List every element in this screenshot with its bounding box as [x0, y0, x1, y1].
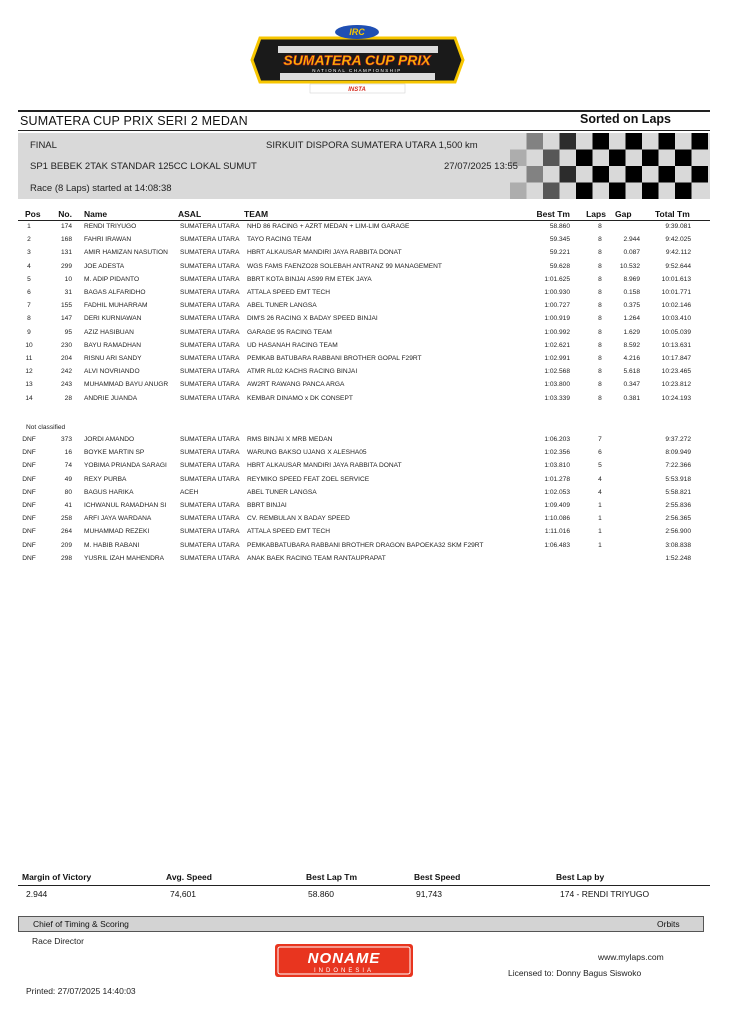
- pos-cell: DNF: [22, 515, 36, 523]
- origin-cell: SUMATERA UTARA: [180, 368, 240, 376]
- result-row: [18, 261, 710, 274]
- laps-cell: 5: [598, 462, 602, 470]
- gap-cell: 1.629: [623, 328, 640, 336]
- session-label: FINAL: [30, 140, 57, 151]
- best-time-cell: 1:10.086: [544, 515, 570, 523]
- rider-name-cell: M. HABIB RABANI: [84, 541, 140, 549]
- total-time-cell: 9:39.081: [665, 223, 691, 230]
- total-time-cell: 1:52.248: [665, 554, 691, 562]
- result-row: [18, 393, 710, 406]
- rider-name-cell: JOE ADESTA: [84, 262, 125, 270]
- rider-name-cell: AZIZ HASIBUAN: [84, 328, 134, 336]
- best-time-cell: 1:02.568: [544, 368, 570, 376]
- rider-name-cell: ICHWANUL RAMADHAN SI: [84, 502, 167, 509]
- category-label: SP1 BEBEK 2TAK STANDAR 125CC LOKAL SUMUT: [30, 161, 257, 172]
- rider-name-cell: AMIR HAMIZAN NASUTION: [84, 249, 168, 257]
- rider-name-cell: FADHIL MUHARRAM: [84, 302, 148, 310]
- result-row: [18, 247, 710, 260]
- team-cell: WARUNG BAKSO UJANG X ALESHA05: [247, 449, 367, 457]
- origin-cell: SUMATERA UTARA: [180, 449, 240, 457]
- summary-values: [18, 889, 710, 901]
- rider-name-cell: JORDI AMANDO: [84, 436, 135, 443]
- team-cell: ANAK BAEK RACING TEAM RANTAUPRAPAT: [247, 554, 386, 562]
- total-time-cell: 10:01.771: [661, 289, 691, 296]
- origin-cell: SUMATERA UTARA: [180, 275, 240, 283]
- result-row: [18, 447, 710, 460]
- laps-cell: 4: [598, 488, 602, 496]
- gap-cell: 0.381: [623, 394, 640, 402]
- team-cell: GARAGE 95 RACING TEAM: [247, 328, 332, 336]
- rider-name-cell: ANDRIE JUANDA: [84, 394, 138, 402]
- team-cell: WGS FAMS FAENZO28 SOLEBAH ANTRANZ 99 MANAGEMENT: [247, 262, 442, 270]
- result-row: [18, 287, 710, 300]
- total-time-cell: 9:52.644: [665, 262, 691, 270]
- gap-cell: 8.592: [623, 341, 640, 349]
- number-cell: 49: [64, 475, 72, 483]
- gap-cell: 4.216: [623, 355, 640, 362]
- rider-name-cell: BAGUS HARIKA: [84, 488, 134, 496]
- laps-cell: 8: [598, 262, 602, 270]
- best-time-cell: 1:00.919: [544, 315, 570, 323]
- pos-cell: 5: [27, 275, 31, 283]
- team-cell: UD HASANAH RACING TEAM: [247, 341, 338, 349]
- number-cell: 209: [60, 541, 72, 549]
- mylaps-link[interactable]: www.mylaps.com: [598, 952, 664, 962]
- origin-cell: SUMATERA UTARA: [180, 328, 240, 336]
- team-cell: HBRT ALKAUSAR MANDIRI JAYA RABBITA DONAT: [247, 462, 402, 470]
- number-cell: 174: [60, 223, 72, 230]
- summary-rule: [18, 885, 710, 886]
- result-row: [18, 340, 710, 353]
- team-cell: CV. REMBULAN X BADAY SPEED: [247, 515, 350, 523]
- origin-cell: SUMATERA UTARA: [180, 289, 240, 296]
- chief-of-timing: Chief of Timing & Scoring: [33, 919, 129, 929]
- laps-cell: 8: [598, 355, 602, 362]
- best-time-cell: 1:02.621: [544, 341, 570, 349]
- total-time-cell: 9:42.112: [665, 249, 691, 257]
- orbits-label: Orbits: [657, 919, 680, 929]
- result-row: [18, 274, 710, 287]
- laps-cell: 7: [598, 436, 602, 443]
- pos-cell: DNF: [22, 502, 36, 509]
- pos-cell: 10: [25, 341, 33, 349]
- margin-label: Margin of Victory: [22, 872, 92, 882]
- origin-cell: SUMATERA UTARA: [180, 262, 240, 270]
- svg-text:INDONESIA: INDONESIA: [313, 968, 375, 974]
- rider-name-cell: MUHAMMAD REZEKI: [84, 528, 150, 536]
- laps-cell: 8: [598, 341, 602, 349]
- rider-name-cell: RENDI TRIYUGO: [84, 223, 137, 230]
- results-header: [18, 207, 710, 221]
- rider-name-cell: DERI KURNIAWAN: [84, 315, 142, 323]
- col-best: Best Tm: [536, 209, 570, 219]
- result-row: [18, 526, 710, 539]
- origin-cell: SUMATERA UTARA: [180, 249, 240, 257]
- gap-cell: 2.944: [623, 236, 640, 244]
- total-time-cell: 10:05.039: [661, 328, 691, 336]
- checkered-flag: [510, 133, 710, 199]
- team-cell: DIM'S 26 RACING X BADAY SPEED BINJAI: [247, 315, 378, 323]
- result-row: [18, 434, 710, 447]
- noname-logo: [275, 944, 413, 977]
- result-row: [18, 500, 710, 513]
- origin-cell: SUMATERA UTARA: [180, 528, 240, 536]
- laps-cell: 1: [598, 502, 602, 509]
- gap-cell: 10.532: [619, 262, 640, 270]
- gap-cell: 1.264: [623, 315, 640, 323]
- event-logo: [250, 24, 465, 96]
- origin-cell: SUMATERA UTARA: [180, 502, 240, 509]
- team-cell: TAYO RACING TEAM: [247, 236, 312, 244]
- team-cell: ATTALA SPEED EMT TECH: [247, 528, 331, 536]
- session-datetime: 27/07/2025 13:55: [444, 161, 518, 172]
- col-name: Name: [84, 209, 108, 219]
- race-start-label: Race (8 Laps) started at 14:08:38: [30, 183, 172, 194]
- origin-cell: SUMATERA UTARA: [180, 315, 240, 323]
- team-cell: NHD 86 RACING + AZRT MEDAN + LIM-LIM GARAGE: [247, 223, 410, 230]
- col-total: Total Tm: [655, 209, 690, 219]
- total-time-cell: 10:02.146: [661, 302, 691, 310]
- total-time-cell: 8:09.949: [665, 449, 691, 457]
- total-time-cell: 10:03.410: [661, 315, 691, 323]
- gap-cell: 0.087: [623, 249, 640, 257]
- result-row: [18, 313, 710, 326]
- team-cell: ABEL TUNER LANGSA: [247, 488, 317, 496]
- origin-cell: SUMATERA UTARA: [180, 236, 240, 244]
- number-cell: 80: [64, 488, 72, 496]
- laps-cell: 8: [598, 381, 602, 389]
- best-time-cell: 59.221: [549, 249, 570, 257]
- team-cell: BBRT KOTA BINJAI AS99 RM ETEK JAYA: [247, 275, 372, 283]
- number-cell: 131: [60, 249, 72, 257]
- laps-cell: 8: [598, 394, 602, 402]
- total-time-cell: 10:13.631: [661, 341, 691, 349]
- total-time-cell: 5:53.918: [665, 475, 691, 483]
- laps-cell: 8: [598, 249, 602, 257]
- best-time-cell: 1:02.991: [544, 355, 570, 362]
- rider-name-cell: RISNU ARI SANDY: [84, 355, 142, 362]
- gap-cell: 0.158: [623, 289, 640, 296]
- number-cell: 10: [64, 275, 72, 283]
- svg-text:SUMATERA CUP PRIX: SUMATERA CUP PRIX: [283, 52, 431, 68]
- number-cell: 373: [60, 436, 72, 443]
- result-row: [18, 234, 710, 247]
- laps-cell: 1: [598, 541, 602, 549]
- sort-label: Sorted on Laps: [580, 112, 671, 126]
- best-time-cell: 59.628: [549, 262, 570, 270]
- origin-cell: SUMATERA UTARA: [180, 341, 240, 349]
- laps-cell: 8: [598, 315, 602, 323]
- avg-speed-value: 74,601: [170, 889, 196, 899]
- result-row: [18, 366, 710, 379]
- col-pos: Pos: [25, 209, 41, 219]
- pos-cell: 2: [27, 236, 31, 244]
- session-info-box: [18, 133, 710, 199]
- result-row: [18, 379, 710, 392]
- number-cell: 264: [60, 528, 72, 536]
- laps-cell: 8: [598, 368, 602, 376]
- result-row: [18, 487, 710, 500]
- total-time-cell: 2:55.836: [665, 502, 691, 509]
- result-row: [18, 221, 710, 234]
- pos-cell: DNF: [22, 462, 36, 470]
- laps-cell: 1: [598, 515, 602, 523]
- best-speed-value: 91,743: [416, 889, 442, 899]
- laps-cell: 8: [598, 223, 602, 230]
- result-row: [18, 540, 710, 553]
- team-cell: ATTALA SPEED EMT TECH: [247, 289, 331, 296]
- race-director-label: Race Director: [32, 936, 84, 946]
- team-cell: KEMBAR DINAMO x DK CONSEPT: [247, 394, 353, 402]
- number-cell: 74: [64, 462, 72, 470]
- origin-cell: SUMATERA UTARA: [180, 554, 240, 562]
- gap-cell: 0.375: [623, 302, 640, 310]
- number-cell: 155: [60, 302, 72, 310]
- pos-cell: DNF: [22, 449, 36, 457]
- result-row: [18, 300, 710, 313]
- avg-speed-label: Avg. Speed: [166, 872, 212, 882]
- number-cell: 28: [64, 394, 72, 402]
- number-cell: 242: [60, 368, 72, 376]
- summary-header: [18, 872, 710, 884]
- pos-cell: 8: [27, 315, 31, 323]
- best-lap-by-value: 174 - RENDI TRIYUGO: [560, 889, 650, 899]
- svg-text:IRC: IRC: [349, 27, 365, 37]
- number-cell: 299: [60, 262, 72, 270]
- pos-cell: DNF: [22, 528, 36, 536]
- origin-cell: SUMATERA UTARA: [180, 475, 240, 483]
- result-row: [18, 553, 710, 566]
- best-time-cell: 1:03.800: [544, 381, 570, 389]
- origin-cell: SUMATERA UTARA: [180, 223, 240, 230]
- number-cell: 243: [60, 381, 72, 389]
- laps-cell: 8: [598, 289, 602, 296]
- rider-name-cell: BAGAS ALFARIDHO: [84, 289, 146, 296]
- best-time-cell: 1:01.625: [544, 275, 570, 283]
- laps-cell: 8: [598, 328, 602, 336]
- team-cell: AW2RT RAWANG PANCA ARGA: [247, 381, 345, 389]
- best-time-cell: 1:01.278: [544, 475, 570, 483]
- team-cell: RMS BINJAI X MRB MEDAN: [247, 436, 333, 443]
- result-row: [18, 474, 710, 487]
- best-time-cell: 1:11.016: [544, 528, 570, 536]
- result-row: [18, 460, 710, 473]
- origin-cell: SUMATERA UTARA: [180, 302, 240, 310]
- number-cell: 31: [64, 289, 72, 296]
- team-cell: PEMKAB BATUBARA RABBANI BROTHER GOPAL F29RT: [247, 355, 422, 362]
- total-time-cell: 10:23.812: [661, 381, 691, 389]
- col-laps: Laps: [586, 209, 606, 219]
- best-lap-by-label: Best Lap by: [556, 872, 605, 882]
- rider-name-cell: ARFI JAYA WARDANA: [84, 515, 152, 523]
- best-time-cell: 1:09.409: [544, 502, 570, 509]
- team-cell: BBRT BINJAI: [247, 502, 287, 509]
- pos-cell: 7: [27, 302, 31, 310]
- origin-cell: SUMATERA UTARA: [180, 394, 240, 402]
- rider-name-cell: FAHRI IRAWAN: [84, 236, 132, 244]
- number-cell: 95: [64, 328, 72, 336]
- margin-value: 2.944: [26, 889, 48, 899]
- pos-cell: 14: [25, 394, 33, 402]
- rider-name-cell: ALVI NOVRIANDO: [84, 368, 140, 376]
- best-time-cell: 1:02.356: [544, 449, 570, 457]
- best-time-cell: 1:03.810: [544, 462, 570, 470]
- origin-cell: SUMATERA UTARA: [180, 515, 240, 523]
- origin-cell: SUMATERA UTARA: [180, 462, 240, 470]
- pos-cell: 3: [27, 249, 31, 257]
- rider-name-cell: BOYKE MARTIN SP: [84, 449, 145, 457]
- team-cell: ABEL TUNER LANGSA: [247, 302, 317, 310]
- pos-cell: DNF: [22, 541, 36, 549]
- best-time-cell: 1:06.203: [544, 436, 570, 443]
- circuit-label: SIRKUIT DISPORA SUMATERA UTARA 1,500 km: [266, 140, 478, 151]
- origin-cell: SUMATERA UTARA: [180, 355, 240, 362]
- rider-name-cell: BAYU RAMADHAN: [84, 341, 142, 349]
- number-cell: 230: [60, 341, 72, 349]
- total-time-cell: 2:56.900: [665, 528, 691, 536]
- licensed-to: Licensed to: Donny Bagus Siswoko: [508, 968, 642, 978]
- total-time-cell: 10:24.193: [661, 394, 691, 402]
- number-cell: 258: [60, 515, 72, 523]
- rider-name-cell: MUHAMMAD BAYU ANUGR: [84, 381, 169, 389]
- gap-cell: 5.618: [623, 368, 640, 376]
- printed-timestamp: Printed: 27/07/2025 14:40:03: [26, 986, 136, 996]
- team-cell: PEMKABBATUBARA RABBANI BROTHER DRAGON BAPOEKA32 SKM F29RT: [247, 541, 484, 549]
- result-row: [18, 353, 710, 366]
- laps-cell: 4: [598, 475, 602, 483]
- best-speed-label: Best Speed: [414, 872, 461, 882]
- pos-cell: 4: [27, 262, 31, 270]
- number-cell: 168: [60, 236, 72, 244]
- best-time-cell: 1:00.727: [544, 302, 570, 310]
- not-classified-label: Not classified: [26, 424, 66, 431]
- svg-text:INSTA: INSTA: [348, 87, 366, 93]
- origin-cell: SUMATERA UTARA: [180, 436, 240, 443]
- number-cell: 147: [60, 315, 72, 323]
- origin-cell: ACEH: [180, 488, 199, 496]
- pos-cell: 9: [27, 328, 31, 336]
- timing-footer-bar: [18, 916, 704, 932]
- team-cell: ATMR RL02 KACHS RACING BINJAI: [247, 368, 358, 376]
- svg-text:NONAME: NONAME: [307, 950, 381, 967]
- col-gap: Gap: [615, 209, 632, 219]
- pos-cell: 13: [25, 381, 33, 389]
- total-time-cell: 3:08.838: [665, 541, 691, 549]
- pos-cell: DNF: [22, 436, 36, 443]
- gap-cell: 0.347: [623, 381, 640, 389]
- origin-cell: SUMATERA UTARA: [180, 381, 240, 389]
- best-time-cell: 59.345: [549, 236, 570, 244]
- best-time-cell: 58.860: [549, 223, 570, 230]
- best-lap-label: Best Lap Tm: [306, 872, 358, 882]
- event-title: SUMATERA CUP PRIX SERI 2 MEDAN: [20, 114, 248, 128]
- best-lap-value: 58.860: [308, 889, 334, 899]
- title-rule: [18, 130, 710, 131]
- result-row: [18, 327, 710, 340]
- pos-cell: DNF: [22, 475, 36, 483]
- pos-cell: DNF: [22, 554, 36, 562]
- pos-cell: 12: [25, 368, 33, 376]
- origin-cell: SUMATERA UTARA: [180, 541, 240, 549]
- total-time-cell: 9:42.025: [665, 236, 691, 244]
- col-team: TEAM: [244, 209, 269, 219]
- rider-name-cell: REXY PURBA: [84, 475, 127, 483]
- best-time-cell: 1:06.483: [544, 541, 570, 549]
- total-time-cell: 10:01.613: [661, 275, 691, 283]
- laps-cell: 8: [598, 236, 602, 244]
- team-cell: REYMIKO SPEED FEAT ZOEL SERVICE: [247, 475, 370, 483]
- number-cell: 16: [64, 449, 72, 457]
- rider-name-cell: YUSRIL IZAH MAHENDRA: [84, 554, 164, 562]
- laps-cell: 6: [598, 449, 602, 457]
- total-time-cell: 7:22.366: [665, 462, 691, 470]
- total-time-cell: 10:23.465: [661, 368, 691, 376]
- laps-cell: 8: [598, 275, 602, 283]
- pos-cell: 6: [27, 289, 31, 296]
- laps-cell: 8: [598, 302, 602, 310]
- col-no: No.: [58, 209, 72, 219]
- number-cell: 204: [60, 355, 72, 362]
- pos-cell: 1: [27, 223, 31, 230]
- rider-name-cell: M. ADIP PIDANTO: [84, 275, 140, 283]
- best-time-cell: 1:00.992: [544, 328, 570, 336]
- total-time-cell: 2:56.365: [665, 515, 691, 523]
- team-cell: HBRT ALKAUSAR MANDIRI JAYA RABBITA DONAT: [247, 249, 402, 257]
- pos-cell: DNF: [22, 488, 36, 496]
- result-row: [18, 513, 710, 526]
- number-cell: 41: [64, 502, 72, 509]
- total-time-cell: 9:37.272: [665, 436, 691, 443]
- svg-text:NATIONAL CHAMPIONSHIP: NATIONAL CHAMPIONSHIP: [312, 68, 402, 73]
- total-time-cell: 5:58.821: [665, 488, 691, 496]
- col-asal: ASAL: [178, 209, 202, 219]
- best-time-cell: 1:02.053: [544, 488, 570, 496]
- laps-cell: 1: [598, 528, 602, 536]
- best-time-cell: 1:03.339: [544, 394, 570, 402]
- pos-cell: 11: [25, 355, 33, 362]
- total-time-cell: 10:17.847: [661, 355, 691, 362]
- number-cell: 298: [60, 554, 72, 562]
- rider-name-cell: YOBIMA PRIANDA SARAGI: [84, 462, 167, 470]
- gap-cell: 8.969: [623, 275, 640, 283]
- best-time-cell: 1:00.930: [544, 289, 570, 296]
